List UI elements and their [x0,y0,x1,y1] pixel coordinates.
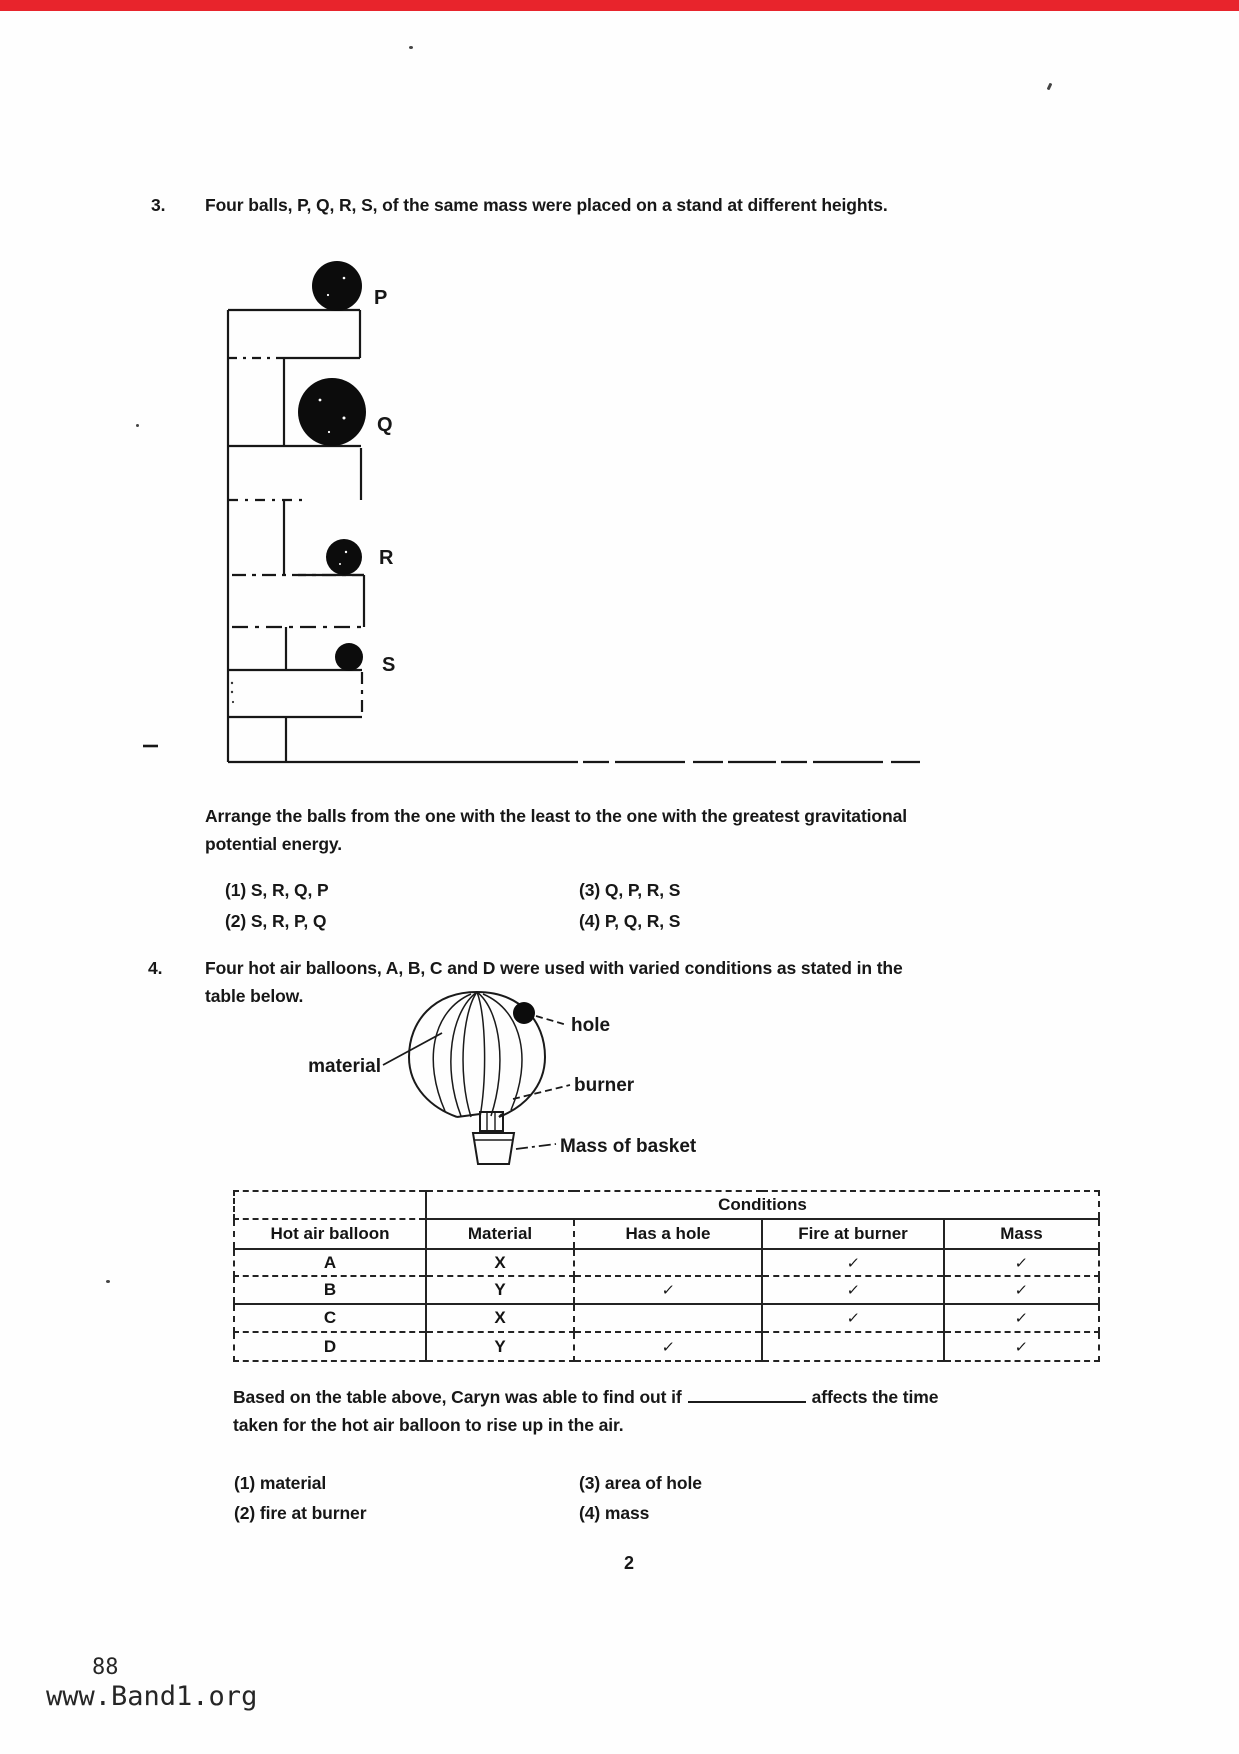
cell-mass-C: ✓ [1013,1310,1029,1327]
ball-label-q: Q [377,414,393,436]
conditions-table [233,1190,1100,1362]
page-number: 2 [624,1553,634,1573]
hole-leader-line [536,1016,567,1025]
q4-statement-line1 [233,1387,938,1408]
q3-option-3 [579,880,680,901]
cell-hole-A [574,1249,762,1276]
q4-option-2 [234,1503,366,1524]
ball-r [326,539,362,575]
q4-option-1-label: (1) [234,1473,256,1493]
hole-label: hole [571,1015,611,1036]
q4-question-line2: table below. [205,986,304,1006]
footer-number: 88 [92,1655,119,1680]
col-header-mass: Mass [944,1219,1099,1249]
q4-question-line1: Four hot air balloons, A, B, C and D were used with varied conditions as stated in the [205,958,903,978]
stand-shelf-2 [228,446,361,500]
material-label: material [308,1056,381,1077]
q3-option-2 [225,911,326,932]
cell-balloon-A: A [234,1249,426,1276]
cell-hole-D: ✓ [660,1338,676,1356]
table-row-B [234,1276,1099,1304]
ball-q [298,378,366,446]
scan-speck [409,46,413,49]
cell-material-C: X [426,1304,574,1332]
q4-option-3-text: area of hole [604,1473,702,1493]
table-row-conditions [234,1191,1099,1219]
cell-material-A: X [426,1249,574,1276]
q4-option-4-text: mass [604,1503,650,1523]
q3-option-1 [225,880,329,901]
balloon-basket [473,1133,514,1164]
q3-prompt-line1: Arrange the balls from the one with the least to the one with the greatest gravitational [205,806,908,826]
table-row-A [234,1249,1099,1276]
table-row-C [234,1304,1099,1332]
q4-statement-line2: taken for the hot air balloon to rise up in the air. [233,1415,624,1435]
cell-material-B: Y [426,1276,574,1304]
q4-option-1-text: material [259,1473,327,1493]
basket-leader-line [516,1144,556,1149]
q4-option-4 [579,1503,649,1524]
table-row-D [234,1332,1099,1361]
cell-mass-A: ✓ [1013,1254,1029,1272]
col-header-fire: Fire at burner [762,1219,944,1249]
answer-blank [688,1387,806,1403]
q4-balloon-diagram [280,985,710,1180]
conditions-header-cell: Conditions [426,1191,1099,1219]
q3-option-3-text: Q, P, R, S [604,880,681,900]
cell-balloon-B: B [234,1276,426,1304]
cell-mass-B: ✓ [1013,1282,1029,1299]
q4-option-2-label: (2) [234,1503,256,1523]
table-header-row [234,1219,1099,1249]
col-header-balloon: Hot air balloon [234,1219,426,1249]
q3-option-3-label: (3) [579,880,601,900]
q3-option-1-text: S, R, Q, P [250,880,329,900]
q3-option-1-label: (1) [225,880,247,900]
stand-shelf-1 [228,310,360,358]
q4-option-4-label: (4) [579,1503,601,1523]
table-corner-cell [234,1191,426,1219]
q4-number: 4. [148,958,163,978]
q3-option-4-text: P, Q, R, S [604,911,681,931]
q4-option-2-text: fire at burner [259,1503,367,1523]
scan-speck [106,1280,110,1283]
q4-option-1 [234,1473,326,1494]
q3-option-2-text: S, R, P, Q [250,911,327,931]
footer-site-url: www.Band1.org [46,1681,258,1712]
q3-number: 3. [151,195,166,215]
balloon-hole-dot [513,1002,535,1024]
ball-label-s: S [382,654,396,676]
q4-option-3 [579,1473,702,1494]
top-red-bar [0,0,1239,11]
ball-p [312,261,362,311]
burner-label: burner [574,1075,635,1096]
q3-option-2-label: (2) [225,911,247,931]
statement-before: Based on the table above, Caryn was able to find out if [233,1387,682,1407]
q3-option-4 [579,911,680,932]
q3-prompt-line2: potential energy. [205,834,343,854]
q4-option-3-label: (3) [579,1473,601,1493]
cell-hole-B: ✓ [660,1282,676,1299]
q3-option-4-label: (4) [579,911,601,931]
statement-after: affects the time [811,1387,939,1407]
q3-question-text: Four balls, P, Q, R, S, of the same mass were placed on a stand at different heights. [205,195,888,215]
cell-fire-C: ✓ [845,1310,861,1327]
cell-mass-D: ✓ [1013,1338,1029,1356]
basket-label: Mass of basket [560,1136,697,1157]
ball-label-r: R [379,547,394,569]
cell-material-D: Y [426,1332,574,1361]
col-header-hole: Has a hole [574,1219,762,1249]
cell-fire-B: ✓ [845,1282,861,1299]
ball-label-p: P [374,287,388,309]
cell-balloon-D: D [234,1332,426,1361]
cell-hole-C [574,1304,762,1332]
cell-fire-A: ✓ [845,1254,861,1272]
scan-speck [1047,83,1053,91]
cell-balloon-C: C [234,1304,426,1332]
col-header-material: Material [426,1219,574,1249]
q3-stand-diagram [130,240,930,775]
cell-fire-D [762,1332,944,1361]
ball-s [335,643,363,671]
burner-leader-line [513,1085,570,1099]
